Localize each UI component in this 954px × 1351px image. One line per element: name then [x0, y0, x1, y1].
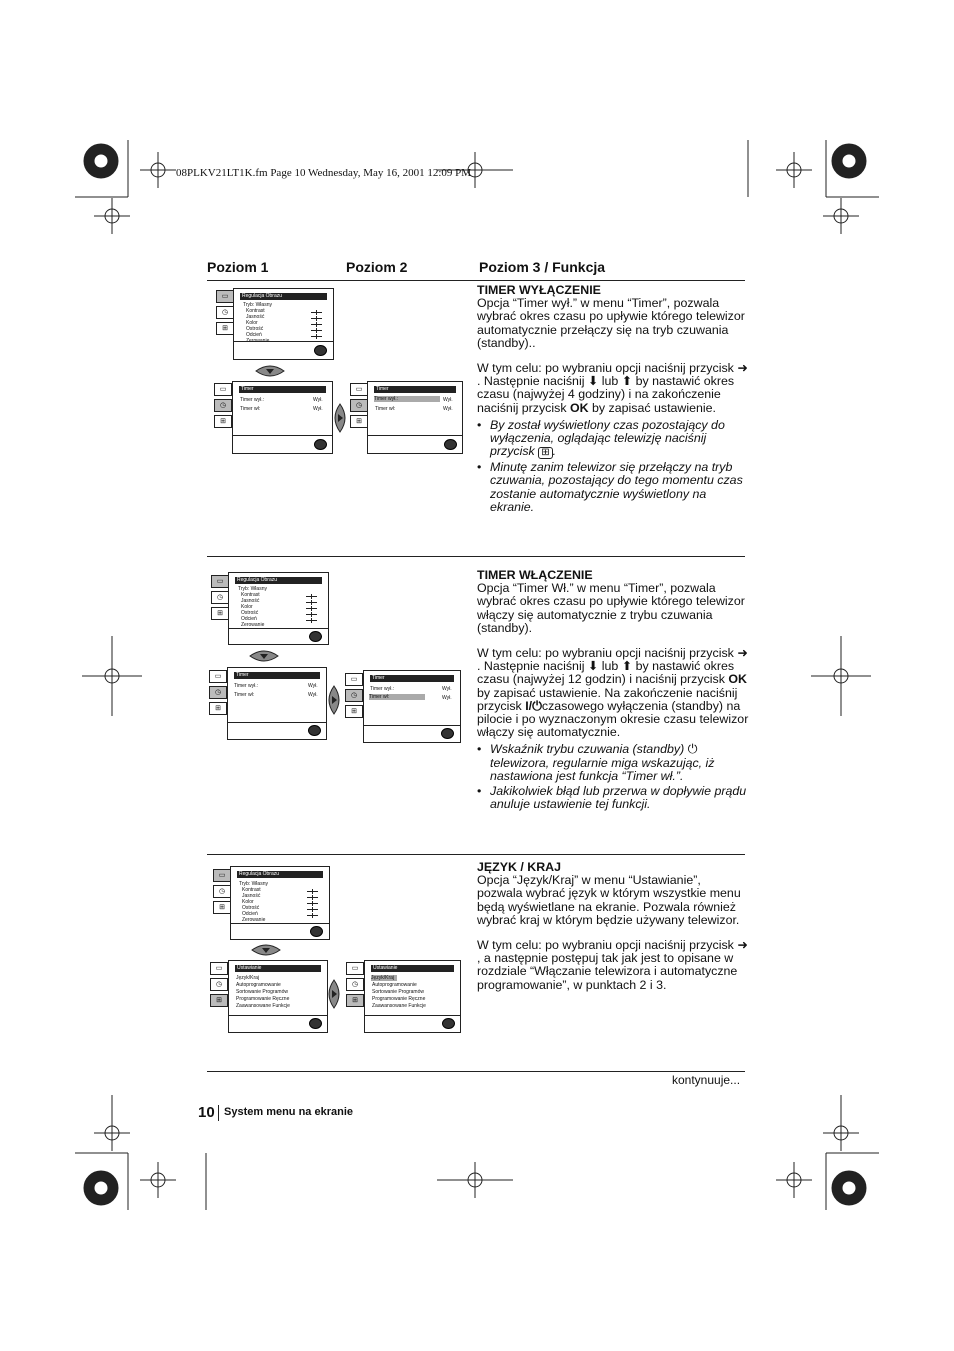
timer-menu-icon: ◷ [345, 689, 363, 702]
divider [207, 556, 745, 557]
picture-menu-icon: ▭ [216, 290, 234, 303]
menu-icons [213, 869, 231, 917]
timer-menu-icon: ◷ [346, 978, 364, 991]
timer-menu-icon: ◷ [214, 399, 232, 412]
divider [207, 1071, 745, 1072]
section-title: JĘZYK / KRAJ [477, 860, 561, 874]
section-timer-on [477, 569, 749, 813]
arrow-right-button-icon [327, 978, 341, 1010]
section-intro: Opcja “Język/Kraj” w menu “Ustawianie”, pozwala wybrać język w którym wszystkie menu będą wyświetlane na ekranie. Pozwala również wybrać kraj w którym będzie używany telewizor. [477, 873, 741, 927]
arrow-down-button-icon [248, 649, 280, 663]
page-number: 10 [198, 1104, 215, 1121]
timer-menu-icon: ◷ [350, 399, 368, 412]
arrow-down-icon: ⬇ [587, 659, 599, 674]
arrow-down-icon: ⬇ [587, 374, 599, 389]
ok-icon [310, 926, 323, 937]
file-info: 08PLKV21LT1K.fm Page 10 Wednesday, May 16, 2001 12:09 PM [176, 167, 472, 179]
column-level1: Poziom 1 [207, 259, 269, 275]
ok-icon [309, 631, 322, 642]
tv-screen-timer: Timer Timer wył.: Wył. Timer wł: Wył. [227, 667, 327, 740]
picture-menu-icon: ▭ [209, 670, 227, 683]
divider [207, 854, 745, 855]
column-level3: Poziom 3 / Funkcja [479, 259, 606, 275]
ok-icon [314, 439, 327, 450]
ok-icon [444, 439, 457, 450]
setup-menu-icon: ⊞ [214, 415, 232, 428]
ok-icon [441, 728, 454, 739]
tv-screen-picture: Regulacja Obrazu Tryb: Własny Kontrast Jasność Kolor Ostrość Odcień [233, 288, 334, 359]
section-title: TIMER WYŁĄCZENIE [477, 283, 601, 297]
tv-screen-timer: Timer Timer wył.: Wył. Timer wł: Wył. [232, 381, 333, 454]
note-bullet: • Jakikolwiek błąd lub przerwa w dopływie prądu anuluje ustawienie tej funkcji. [477, 785, 749, 811]
picture-menu-icon: ▭ [350, 383, 368, 396]
tv-screen-timer-selected: Timer Timer wył.: Wył. Timer wł: Wył. [363, 670, 461, 743]
section-timer-off [477, 284, 749, 516]
timer-menu-icon: ◷ [213, 885, 231, 898]
setup-menu-icon: ⊞ [213, 901, 231, 914]
tv-screen-setup: Ustawianie Język/Kraj Autoprogramowanie Sortowanie Programów Programowanie Ręczne Zaawansowane Funkcje [228, 960, 328, 1033]
section-name: System menu na ekranie [224, 1106, 354, 1118]
tv-screen-footer [233, 341, 334, 360]
power-icon: ⏻ [687, 742, 698, 757]
setup-menu-icon: ⊞ [209, 702, 227, 715]
timer-menu-icon: ◷ [209, 686, 227, 699]
arrow-right-icon: ➜ [737, 938, 748, 953]
ok-icon [314, 345, 327, 356]
arrow-right-button-icon [327, 684, 341, 716]
setup-menu-icon: ⊞ [211, 607, 229, 620]
section-intro: Opcja “Timer wył.” w menu “Timer”, pozwala wybrać okres czasu po upływie którego telewizor automatycznie przełączy się na tryb czuwania (standby).. [477, 296, 745, 350]
section-title: TIMER WŁĄCZENIE [477, 568, 593, 582]
setup-menu-icon: ⊞ [345, 705, 363, 718]
picture-menu-icon: ▭ [213, 869, 231, 882]
timer-menu-icon: ◷ [211, 591, 229, 604]
picture-menu-icon: ▭ [345, 673, 363, 686]
divider [207, 280, 745, 281]
note-bullet: • Minutę zanim telewizor się przełączy na tryb czuwania, pozostający do tego momentu czas zostanie automatycznie wyświetlony na ekranie. [477, 461, 749, 514]
tv-screen-timer-selected: Timer Timer wył.: Wył. Timer wł: Wył. [367, 381, 463, 454]
picture-menu-icon: ▭ [346, 962, 364, 975]
footer-divider [218, 1105, 219, 1121]
note-bullet: • Wskaźnik trybu czuwania (standby) ⏻ telewizora, regularnie miga wskazując, iż nastawiona jest funkcja “Timer wł.”. [477, 743, 749, 783]
setup-menu-icon: ⊞ [210, 994, 228, 1007]
arrow-up-icon: ⬆ [621, 374, 633, 389]
info-button-icon: ⊞ [538, 447, 552, 459]
timer-menu-icon: ◷ [210, 978, 228, 991]
tv-screen-setup-selected: Ustawianie Język/Kraj Autoprogramowanie Sortowanie Programów Programowanie Ręczne Zaawansowane Funkcje [364, 960, 461, 1033]
tv-screen-picture: Regulacja Obrazu Tryb: Własny Kontrast Jasność Kolor Ostrość Odcień Zerowanie [230, 866, 330, 940]
note-bullet: • By został wyświetlony czas pozostający do wyłączenia, oglądając telewizję naciśnij przycisk ⊞ . [477, 419, 749, 459]
section-instructions: W tym celu: po wybraniu opcji naciśnij przycisk ➜, a następnie postępuj tak jak jest to opisane w rozdziale “Włączanie telewizora i automatyczne programowanie”, w punktach 2 i 3. [477, 938, 748, 992]
setup-menu-icon: ⊞ [346, 994, 364, 1007]
arrow-right-icon: ➜ [737, 361, 748, 376]
menu-icons [350, 383, 368, 431]
arrow-right-icon: ➜ [737, 646, 748, 661]
menu-icons [346, 962, 364, 1010]
menu-icons [216, 290, 234, 338]
section-intro: Opcja “Timer Wł.” w menu “Timer”, pozwala wybrać okres czasu po upływie którego telewizor włączy się automatycznie z trybu czuwania (standby). [477, 581, 745, 635]
picture-menu-icon: ▭ [214, 383, 232, 396]
tv-screen-picture: Regulacja Obrazu Tryb: Własny Kontrast Jasność Kolor Ostrość Odcień Zerowanie [228, 572, 329, 645]
setup-menu-icon: ⊞ [350, 415, 368, 428]
picture-menu-icon: ▭ [211, 575, 229, 588]
menu-icons [211, 575, 229, 623]
standby-button-icon: I/⏻ [525, 698, 542, 713]
continues-note: kontynuuje... [672, 1073, 741, 1087]
arrow-down-button-icon [250, 943, 282, 957]
picture-menu-icon: ▭ [210, 962, 228, 975]
timer-menu-icon: ◷ [216, 306, 234, 319]
setup-menu-icon: ⊞ [216, 322, 234, 335]
menu-icons [209, 670, 227, 718]
menu-icons [210, 962, 228, 1010]
section-instructions: W tym celu: po wybraniu opcji naciśnij przycisk ➜. Następnie naciśnij ⬇ lub ⬆ by nastawić okres czasu (najwyżej 4 godziny) i na zakończenie naciśnij przycisk OK by zapisać ustawienie. [477, 361, 748, 415]
column-level2: Poziom 2 [346, 259, 408, 275]
section-instructions: W tym celu: po wybraniu opcji naciśnij przycisk ➜. Następnie naciśnij ⬇ lub ⬆ by nastawić okres czasu (najwyżej 12 godzin) i naciśnij przycisk OK by zapisać ustawienie. Na zakończenie naciśnij przycisk I/⏻czasowego wyłączenia (standby) na pilocie i po wyznaczonym okresie czasu telewizor włączy się automatycznie. [477, 646, 749, 740]
ok-icon [309, 1018, 322, 1029]
ok-icon [308, 725, 321, 736]
menu-icons [214, 383, 232, 431]
arrow-right-button-icon [333, 402, 347, 434]
arrow-down-button-icon [254, 364, 286, 378]
section-language [477, 861, 749, 992]
arrow-up-icon: ⬆ [621, 659, 633, 674]
menu-icons [345, 673, 363, 721]
ok-icon [442, 1018, 455, 1029]
